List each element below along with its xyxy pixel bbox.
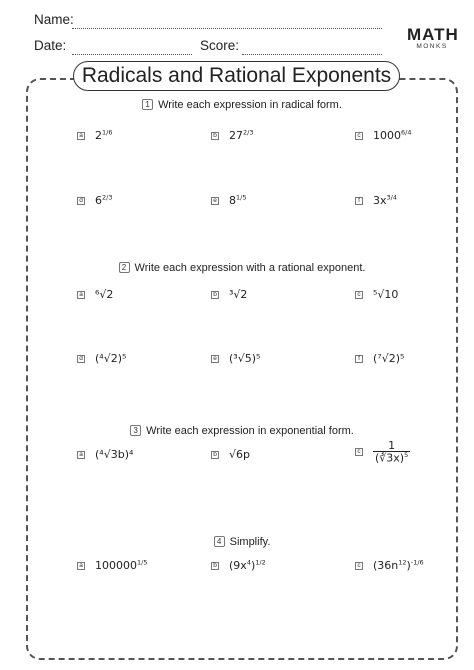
problem-letter: e	[211, 197, 219, 205]
problem-3a	[77, 448, 133, 461]
problem-letter: e	[211, 355, 219, 363]
problem-letter: a	[77, 132, 85, 140]
section-4-text: Simplify.	[229, 536, 271, 548]
problem-3c	[355, 440, 410, 464]
date-label: Date:	[34, 38, 67, 53]
problem-expression: $3x^{3/4}$	[373, 193, 397, 207]
name-label: Name:	[34, 12, 74, 27]
problem-2c	[355, 288, 398, 301]
problem-expression: √6p	[229, 448, 250, 461]
problem-4b	[211, 558, 266, 572]
problem-1b	[211, 128, 253, 142]
problem-letter: f	[355, 197, 363, 205]
problem-expression: $8^{1/5}$	[229, 193, 247, 207]
problem-1a	[77, 128, 112, 142]
problem-1f	[355, 193, 397, 207]
problem-expression: $(9x^4)^{1/2}$	[229, 558, 266, 572]
section-2-instruction	[26, 262, 458, 274]
problem-expression: ³√2	[229, 288, 248, 301]
problem-expression: $1000^{6/4}$	[373, 128, 412, 142]
problem-letter: a	[77, 562, 85, 570]
problem-letter: d	[77, 197, 85, 205]
problem-letter: c	[355, 562, 363, 570]
section-3-text: Write each expression in exponential form.	[146, 425, 354, 437]
problem-3b	[211, 448, 250, 461]
math-monks-logo	[407, 26, 457, 51]
problem-letter: b	[211, 291, 219, 299]
worksheet-title: Radicals and Rational Exponents	[73, 61, 400, 91]
problem-letter: c	[355, 291, 363, 299]
problem-expression: $2^{1/6}$	[95, 128, 113, 142]
problem-expression: (⁷√2)⁵	[373, 352, 405, 365]
problem-expression: $100000^{1/5}$	[95, 558, 148, 572]
section-1-number: 1	[142, 99, 153, 110]
problem-letter: c	[355, 132, 363, 140]
date-line[interactable]	[72, 54, 192, 55]
section-2-number: 2	[119, 262, 130, 273]
problem-1e	[211, 193, 246, 207]
problem-2a	[77, 288, 113, 301]
problem-expression: $\frac{1}{(∛3x)^5}$	[375, 439, 409, 465]
score-line[interactable]	[242, 54, 382, 55]
problem-letter: a	[77, 291, 85, 299]
logo-bottom-text: MONKS	[416, 43, 448, 50]
problem-2e	[211, 352, 260, 365]
problem-expression: ⁶√2	[95, 288, 114, 301]
problem-letter: c	[355, 448, 363, 456]
section-4-instruction	[26, 536, 458, 548]
problem-1d	[77, 193, 112, 207]
problem-2f	[355, 352, 404, 365]
worksheet-frame	[26, 78, 458, 660]
problem-expression: $(36n^{12})^{-1/6}$	[373, 558, 424, 572]
problem-letter: b	[211, 562, 219, 570]
problem-2d	[77, 352, 126, 365]
section-2-text: Write each expression with a rational exponent.	[134, 262, 366, 274]
problem-expression: (³√5)⁵	[229, 352, 261, 365]
problem-4c	[355, 558, 424, 572]
problem-1c	[355, 128, 411, 142]
section-1-text: Write each expression in radical form.	[158, 99, 342, 111]
section-3-instruction	[26, 425, 458, 437]
problem-2b	[211, 288, 247, 301]
problem-4a	[77, 558, 147, 572]
problem-expression: (⁴√2)⁵	[95, 352, 127, 365]
problem-letter: b	[211, 451, 219, 459]
problem-expression: ⁵√10	[373, 288, 399, 301]
problem-expression: (⁴√3b)⁴	[95, 448, 134, 461]
problem-expression: $6^{2/3}$	[95, 193, 113, 207]
section-4-number: 4	[214, 536, 225, 547]
problem-letter: b	[211, 132, 219, 140]
name-line[interactable]	[72, 28, 382, 29]
problem-expression: $27^{2/3}$	[229, 128, 254, 142]
problem-letter: d	[77, 355, 85, 363]
section-1-instruction	[26, 99, 458, 111]
section-3-number: 3	[130, 425, 141, 436]
score-label: Score:	[200, 38, 240, 53]
logo-top-text: MATH	[407, 25, 459, 44]
problem-letter: f	[355, 355, 363, 363]
problem-letter: a	[77, 451, 85, 459]
